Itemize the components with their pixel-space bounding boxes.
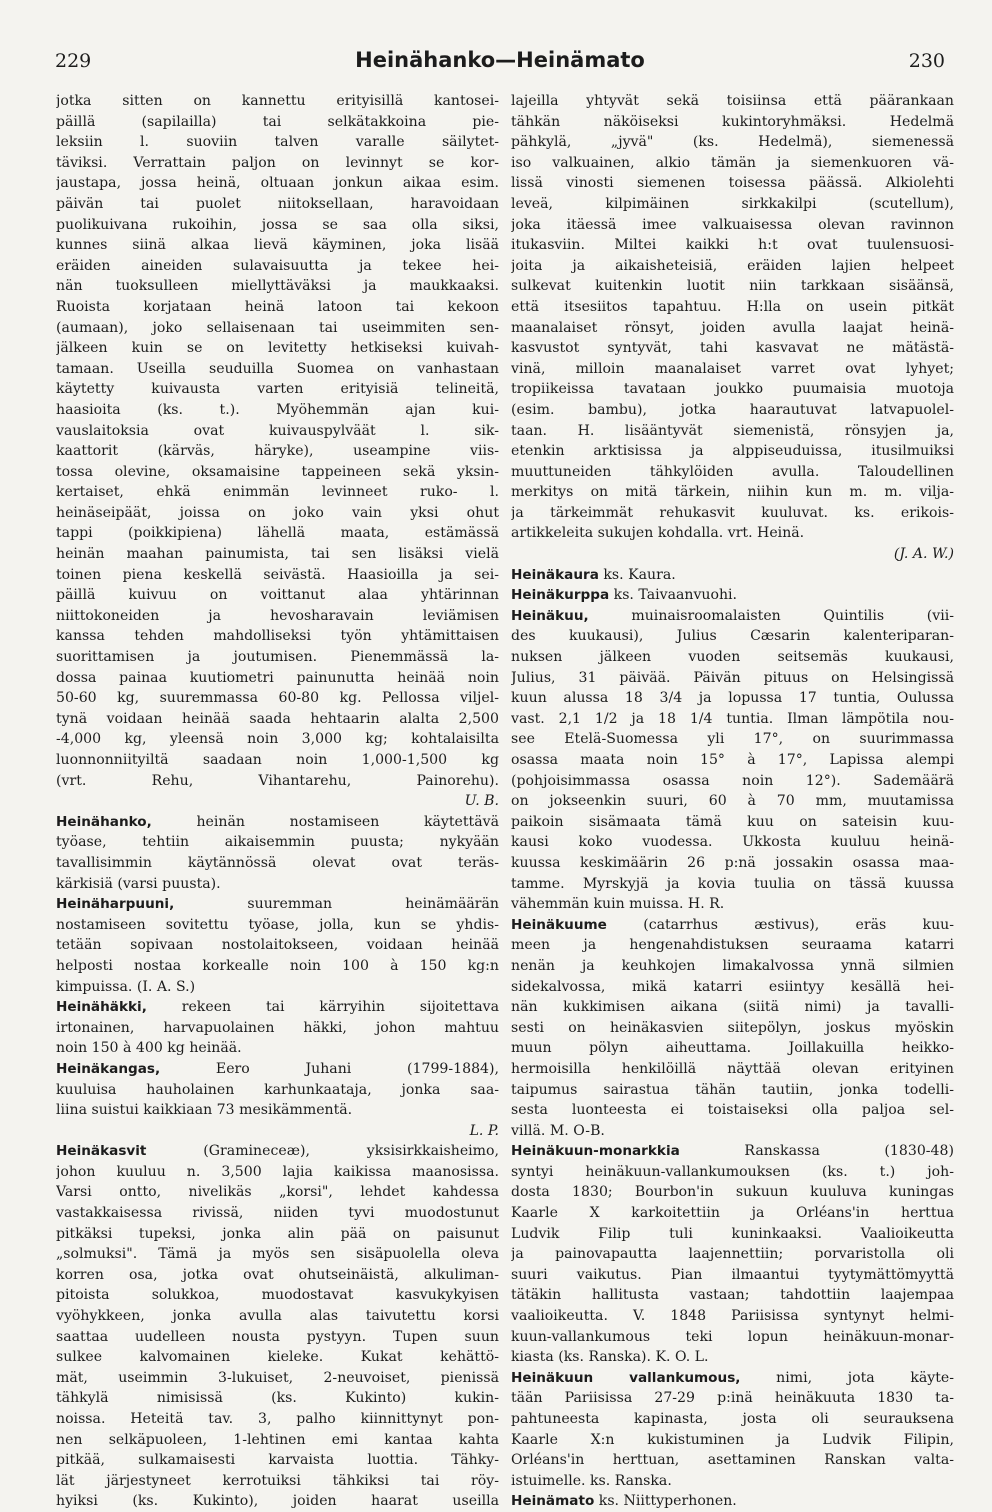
line-text: (vrt. Rehu, Vihantarehu, Painorehu). (56, 772, 499, 789)
text-line (56, 1388, 499, 1409)
text-line (511, 503, 954, 524)
text-line (56, 1038, 499, 1059)
line-text: Ranskassa (1830-48) (679, 1143, 954, 1160)
text-line (511, 1285, 954, 1306)
entry-headword: Heinäkuume (511, 916, 607, 933)
text-line (511, 812, 954, 833)
text-line (511, 297, 954, 318)
text-line (511, 1162, 954, 1183)
line-text: tossa olevine, oksamaisine tappeineen sekä yksin- (56, 463, 499, 480)
text-line (56, 853, 499, 874)
text-line (511, 791, 954, 812)
text-line (56, 1409, 499, 1430)
text-line (56, 194, 499, 215)
line-text: tätäkin hallitusta vastaan; tahdottiin laajempaa (511, 1287, 954, 1304)
line-text: villä. M. O-B. (511, 1122, 605, 1139)
line-text: (pohjoisimmassa osassa noin 12°). Sademäärä (511, 772, 954, 789)
line-text: kärkisiä (varsi puusta). (56, 875, 221, 892)
line-text: kuun alussa 18 3/4 ja lopussa 17 tuntia, Oulussa (511, 690, 954, 707)
line-text: heinän maahan painumista, tai sen lisäksi vielä (56, 546, 499, 563)
text-line (511, 318, 954, 339)
line-text: irtonainen, harvapuolainen häkki, johon mahtuu (56, 1019, 499, 1036)
text-line (511, 956, 954, 977)
text-line (56, 729, 499, 750)
text-line (511, 1018, 954, 1039)
line-text: vaalioikeutta. V. 1848 Pariisissa syntynyt helmi- (511, 1308, 954, 1325)
text-line (511, 112, 954, 133)
text-line (56, 606, 499, 627)
text-line (511, 874, 954, 895)
text-line (511, 688, 954, 709)
entry-headword: Heinähanko, (56, 813, 152, 830)
text-line (511, 523, 954, 544)
right-column (511, 91, 954, 1512)
text-line (56, 503, 499, 524)
text-line (511, 832, 954, 853)
line-text: Eero Juhani (1799-1884), (160, 1060, 499, 1077)
text-line (511, 771, 954, 792)
text-line (511, 1182, 954, 1203)
text-line (56, 153, 499, 174)
text-line (511, 1121, 954, 1142)
line-text: suuremman heinämäärän (174, 896, 499, 913)
line-text: vastakkaisessa rivissä, niiden tyvi muodostunut (56, 1205, 499, 1222)
text-line (511, 1347, 954, 1368)
text-line (511, 215, 954, 236)
line-text: meen ja hengenahdistuksen seuraama katarri (511, 937, 954, 954)
line-text: päivän tai puolet niitoksellaan, haravoidaan (56, 195, 499, 212)
line-text: Julius, 31 päivää. Päivän pituus on Helsingissä (511, 669, 954, 686)
line-text: tynä voidaan heinää saada hehtaarin alalta 2,500 (56, 710, 499, 727)
text-line (511, 1265, 954, 1286)
text-line (511, 935, 954, 956)
text-line (56, 1018, 499, 1039)
text-line (511, 1038, 954, 1059)
line-text: on jokseenkin suuri, 60 à 70 mm, muutamissa (511, 793, 954, 810)
line-text: artikkeleita sukujen kohdalla. vrt. Heinä. (511, 525, 805, 542)
line-text: maanalaiset rönsyt, joiden avulla laajat heinä- (511, 319, 954, 336)
line-text: istuimelle. ks. Ranska. (511, 1472, 672, 1489)
line-text: nän kukkimisen aikana (siitä nimi) ja tavalli- (511, 999, 954, 1016)
line-text: kaattorit (kärväs, häryke), useampine viis- (56, 443, 499, 460)
line-text: lät järjestyneet kerrotuiksi tähkiksi tai röy- (56, 1472, 499, 1489)
entry-headword: Heinäkuun-monarkkia (511, 1143, 680, 1160)
line-text: nuksen jälkeen vuoden seitsemäs kuukausi, (511, 649, 954, 666)
line-text: tamme. Myrskyjä ja kovia tuulia on tässä kuussa (511, 875, 954, 892)
text-line (56, 1285, 499, 1306)
line-text: Orléans'in herttuan, asettaminen Ranskan valta- (511, 1452, 954, 1469)
text-line (56, 915, 499, 936)
text-line (511, 1409, 954, 1430)
line-text: lissä vinosti siemenen toisessa päässä. Alkiolehti (511, 175, 954, 192)
text-line (56, 935, 499, 956)
line-text: päillä kuivuu on voittanut alaa yhtärinnan (56, 587, 499, 604)
line-text: lajeilla yhtyvät sekä toisiinsa että päärankaan (511, 93, 954, 109)
line-text: heinäseipäät, joissa on joko vain yksi ohut (56, 504, 499, 521)
line-text: työase, tehtiin aikaisemmin puusta; nykyään (56, 834, 499, 851)
text-line (56, 1471, 499, 1492)
line-text: noissa. Heteitä tav. 3, palho kiinnittynyt pon- (56, 1411, 499, 1427)
line-text: vast. 2,1 1/2 ja 18 1/4 tuntia. Ilman lämpötila nou- (511, 710, 954, 727)
line-text: itukasviin. Miltei kaikki h:t ovat tuulensuosi- (511, 237, 954, 254)
text-line (511, 153, 954, 174)
text-line (511, 1203, 954, 1224)
text-line (56, 874, 499, 895)
text-line (56, 956, 499, 977)
line-text: suuri vaikutus. Pian ilmaantui tyytymättömyyttä (511, 1266, 954, 1283)
text-line (511, 1471, 954, 1492)
text-line (56, 91, 499, 112)
entry-headword: Heinäkaura (511, 566, 599, 583)
line-text: (esim. bambu), jotka haarautuvat latvapuolel- (511, 401, 954, 418)
entry-headword: Heinäkuu, (511, 607, 589, 624)
text-line (56, 832, 499, 853)
text-line (511, 1306, 954, 1327)
line-text: „solmuksi". Tämä ja myös sen sisäpuolella oleva (56, 1246, 499, 1263)
text-line (511, 1059, 954, 1080)
text-line (56, 544, 499, 565)
text-line (511, 338, 954, 359)
line-text: joita ja aikaisheteisiä, eräiden lajien helpeet (511, 257, 954, 274)
line-text: kiasta (ks. Ranska). K. O. L. (511, 1349, 709, 1366)
line-text: täviksi. Verrattain paljon on levinnyt se kor- (56, 154, 499, 171)
text-line (511, 668, 954, 689)
line-text: Kaarle X:n kukistuminen ja Ludvik Filipin, (511, 1431, 954, 1448)
line-text: pitkäksi tupeksi, jonka alin pää on paisunut (56, 1225, 499, 1242)
line-text: saattaa uudelleen nousta pystyyn. Tupen suun (56, 1328, 499, 1345)
text-line (56, 276, 499, 297)
line-text: sidekalvossa, mikä katarri esiintyy kesällä hei- (511, 978, 954, 995)
text-line (56, 462, 499, 483)
line-text: nimi, jota käyte- (740, 1369, 954, 1386)
text-line (56, 977, 499, 998)
text-line (56, 215, 499, 236)
line-text: sesti on heinäkasvien siitepölyn, joskus myöskin (511, 1019, 954, 1036)
text-line (511, 462, 954, 483)
page-header (55, 50, 945, 80)
text-line (56, 379, 499, 400)
text-line (56, 626, 499, 647)
line-text: kasvustot syntyvät, tahi kasvavat ne mätästä- (511, 340, 954, 357)
line-text: hyiksi (ks. Kukinto), joiden haarat useilla (56, 1493, 499, 1510)
text-line (56, 441, 499, 462)
line-text: kimpuissa. (I. A. S.) (56, 978, 196, 995)
text-line (511, 379, 954, 400)
text-line (56, 256, 499, 277)
line-text: merkitys on mitä tärkein, niihin kun m. m. vilja- (511, 484, 954, 501)
text-line (56, 997, 499, 1018)
line-text: pahtuneesta kapinasta, josta oli seurauksena (511, 1411, 954, 1427)
line-text: käytetty kuivausta varten erityisiä telineitä, (56, 381, 499, 398)
text-line (511, 626, 954, 647)
line-text: jälkeen kuin se on levitetty hetkiseksi kuivah- (56, 340, 499, 357)
line-text: vyöhykkeen, jonka avulla alas taivutettu korsi (56, 1308, 499, 1325)
line-text: heinän nostamiseen käytettävä (151, 813, 499, 830)
line-text: paikoin sisämaata tämä kuu on sateisin kuu- (511, 813, 954, 830)
text-line (56, 894, 499, 915)
line-text: see Etelä-Suomessa yli 17°, on suurimmassa (511, 731, 954, 748)
line-text: tähkylä nimisissä (ks. Kukinto) kukin- (56, 1390, 499, 1407)
text-line (511, 256, 954, 277)
line-text: (catarrhus æstivus), eräs kuu- (606, 916, 954, 933)
line-text: eräiden aineiden sulavaisuutta ja tekee hei- (56, 257, 499, 274)
text-line (511, 606, 954, 627)
text-line (511, 1141, 954, 1162)
line-text: mät, useimmin 3-lukuiset, 2-neuvoiset, pienissä (56, 1369, 499, 1386)
line-text: syntyi heinäkuun-vallankumouksen (ks. t.) joh- (511, 1163, 954, 1180)
line-text: leveä, kilpimäinen sirkkakilpi (scutellum), (511, 195, 954, 212)
text-line (511, 729, 954, 750)
text-line (511, 1491, 954, 1512)
text-line (56, 565, 499, 586)
text-line (511, 173, 954, 194)
text-line (56, 1080, 499, 1101)
line-text: ja tärkeimmät rehukasvit kuuluvat. ks. erikois- (511, 504, 954, 521)
text-line (511, 894, 954, 915)
text-line (511, 1368, 954, 1389)
text-line (56, 647, 499, 668)
line-text: korren osa, jotka ovat ohutseinäistä, alkuliman- (56, 1266, 499, 1283)
line-text: pitoista solukkoa, muodostavat kasvukykyisen (56, 1287, 499, 1304)
line-text: ja painovapautta laajennettiin; porvaristolla oli (511, 1246, 954, 1263)
entry-headword: Heinäkangas, (56, 1060, 161, 1077)
text-line (56, 1100, 499, 1121)
line-text: muuttuneiden tähkylöiden avulla. Taloudellinen (511, 463, 954, 480)
line-text: (Gramineceæ), yksisirkkaisheimo, (146, 1143, 499, 1160)
text-line (56, 812, 499, 833)
text-line (511, 482, 954, 503)
text-line (56, 1224, 499, 1245)
line-text: tappi (poikkipiena) lähellä maata, estämässä (56, 525, 499, 542)
line-text: puolikuivana rukoihin, jossa se saa olla siksi, (56, 216, 499, 233)
text-line (56, 1182, 499, 1203)
line-text: etenkin arktisissa ja alppiseuduissa, itusilmuiksi (511, 443, 954, 460)
page-number-right: 230 (908, 50, 945, 72)
text-line (56, 1430, 499, 1451)
line-text: nän tuoksulleen miellyttäväksi ja maukkaaksi. (56, 278, 499, 295)
line-text: osassa maata noin 15° à 17°, Lapissa alempi (511, 752, 954, 768)
text-line (56, 1491, 499, 1512)
text-line (511, 359, 954, 380)
text-line (511, 750, 954, 771)
text-line (511, 1100, 954, 1121)
line-text: kausi koko vuodessa. Ukkosta kuuluu heinä- (511, 834, 954, 851)
text-line (511, 915, 954, 936)
text-line (56, 112, 499, 133)
line-text: jotka sitten on kannettu erityisillä kantosei- (56, 93, 499, 109)
line-text: sulkevat kuitenkin luotit niin tarkkaan sisäänsä, (511, 278, 954, 295)
text-line (56, 585, 499, 606)
text-line (56, 1450, 499, 1471)
text-line (56, 297, 499, 318)
line-text: suorittamisen ja joutumisen. Pienemmässä la- (56, 649, 499, 666)
line-text: ks. Niittyperhonen. (594, 1493, 737, 1510)
text-line (56, 1121, 499, 1142)
text-line (56, 338, 499, 359)
line-text: tamaan. Useilla seuduilla Suomea on vanhastaan (56, 360, 499, 377)
text-line (56, 235, 499, 256)
line-text: haasioita (ks. t.). Myöhemmän ajan kui- (56, 401, 499, 418)
line-text: kertaiset, ehkä enimmän levinneet ruko- l. (56, 484, 499, 501)
line-text: ks. Kaura. (598, 566, 676, 583)
line-text: Ludvik Filip tuli kuninkaaksi. Vaalioikeutta (511, 1225, 954, 1242)
line-text: nenän ja keuhkojen limakalvossa ynnä silmien (511, 957, 954, 974)
line-text: pähkylä, „jyvä" (ks. Hedelmä), siemenessä (511, 134, 954, 151)
text-line (56, 173, 499, 194)
line-text: kuuluisa hauholainen karhunkaataja, jonka saa- (56, 1081, 499, 1098)
line-text: dosta 1830; Bourbon'in sukuun kuuluva kuningas (511, 1184, 954, 1201)
line-text: leksiin l. suoviin talven varalle säilytet- (56, 134, 499, 151)
text-line (511, 544, 954, 565)
text-line (511, 1430, 954, 1451)
text-line (511, 400, 954, 421)
line-text: Varsi ontto, nivelikäs „korsi", lehdet kahdessa (56, 1184, 499, 1201)
text-line (511, 1224, 954, 1245)
text-line (56, 771, 499, 792)
line-text: sesta luonteesta ei toistaiseksi olla paljoa sel- (511, 1102, 954, 1119)
entry-headword: Heinämato (511, 1493, 595, 1510)
entry-headword: Heinäharpuuni, (56, 896, 175, 913)
text-line (511, 853, 954, 874)
text-line (511, 441, 954, 462)
text-line (511, 421, 954, 442)
line-text: tetään sopivaan nostolaitokseen, voidaan heinää (56, 937, 499, 954)
line-text: sulkee kalvomainen kieleke. Kukat kehättö- (56, 1349, 499, 1366)
text-line (511, 1080, 954, 1101)
line-text: taipumus sairastua tähän tautiin, jonka todelli- (511, 1081, 954, 1098)
text-line (56, 709, 499, 730)
line-text: niittokoneiden ja hevosharavain leviämisen (56, 607, 499, 624)
text-line (56, 1203, 499, 1224)
text-line (56, 1059, 499, 1080)
entry-headword: Heinähäkki, (56, 999, 147, 1016)
author-signature: (J. A. W.) (893, 546, 954, 563)
text-line (511, 977, 954, 998)
text-line (56, 1368, 499, 1389)
line-text: des kuukausi), Julius Cæsarin kalenteriparan- (511, 628, 954, 645)
text-line (56, 1141, 499, 1162)
text-line (56, 1162, 499, 1183)
text-line (511, 565, 954, 586)
line-text: hermoisilla henkilöillä näyttää olevan erityinen (511, 1060, 954, 1077)
line-text: helposti nostaa korkealle noin 100 à 150 kg:n (56, 957, 499, 974)
line-text: noin 150 à 400 kg heinää. (56, 1040, 242, 1057)
text-line (511, 1244, 954, 1265)
line-text: jaustapa, jossa heinä, oltuaan jonkun aikaa esim. (56, 175, 499, 192)
line-text: vinä, milloin maanalaiset varret ovat lyhyet; (511, 360, 954, 377)
text-line (511, 1450, 954, 1471)
line-text: tropiikeissa tavataan joukko puumaisia muotoja (511, 381, 954, 398)
left-column (56, 91, 499, 1512)
line-text: (aumaan), joko sellaisenaan tai useimmiten sen- (56, 319, 499, 336)
line-text: kuussa keskimäärin 26 p:nä jossakin osassa maa- (511, 854, 954, 871)
text-line (511, 91, 954, 112)
text-line (56, 668, 499, 689)
text-line (56, 750, 499, 771)
text-line (511, 585, 954, 606)
line-text: kuun-vallankumous teki lopun heinäkuun-monar- (511, 1328, 954, 1345)
text-line (511, 235, 954, 256)
page-title: Heinähanko—Heinämato (355, 48, 645, 72)
line-text: kunnes siinä alkaa lievä käyminen, joka lisää (56, 237, 499, 254)
line-text: ks. Taivaanvuohi. (609, 587, 738, 604)
text-line (511, 997, 954, 1018)
line-text: muun pölyn aiheuttama. Joillakuilla heikko- (511, 1040, 954, 1057)
line-text: johon kuuluu n. 3,500 lajia kaikissa maanosissa. (56, 1163, 499, 1180)
line-text: taan. H. lisääntyvät siemenistä, rönsyjen ja, (511, 422, 954, 439)
line-text: luonnonniityiltä saadaan noin 1,000-1,500 kg (56, 752, 499, 768)
text-line (56, 523, 499, 544)
line-text: joka itäessä imee valkuaisessa olevan ravinnon (511, 216, 954, 233)
text-line (56, 1306, 499, 1327)
line-text: tavallisimmin käytännössä olevat ovat teräs- (56, 854, 499, 871)
line-text: Kaarle X karkoitettiin ja Orléans'in herttua (511, 1205, 954, 1222)
text-line (56, 791, 499, 812)
line-text: tähkän näköiseksi kukintoryhmäksi. Hedelmä (511, 113, 954, 130)
text-line (511, 1388, 954, 1409)
line-text: toinen piena keskellä seivästä. Haasioilla ja sei- (56, 566, 499, 583)
text-line (511, 709, 954, 730)
line-text: pitkää, sulkamaisesti karvaista luottia. Tähky- (56, 1452, 499, 1469)
text-line (56, 482, 499, 503)
text-line (56, 688, 499, 709)
text-line (56, 1244, 499, 1265)
text-line (56, 359, 499, 380)
line-text: rekeen tai kärryihin sijoitettava (146, 999, 499, 1016)
line-text: nostamiseen sovitettu työase, jolla, kun se yhdis- (56, 916, 499, 933)
line-text: vauslaitoksia ovat kuivauspylväät l. sik- (56, 422, 499, 439)
line-text: että itsesiitos tapahtuu. H:lla on usein pitkät (511, 298, 954, 315)
text-line (511, 647, 954, 668)
line-text: liina suistui kaikkiaan 73 mesikämmentä. (56, 1102, 353, 1119)
line-text: tään Pariisissa 27-29 p:inä heinäkuuta 1830 ta- (511, 1390, 954, 1407)
author-signature: U. B. (464, 793, 499, 810)
text-line (511, 132, 954, 153)
line-text: 50-60 kg, suuremmassa 60-80 kg. Pellossa viljel- (56, 690, 499, 707)
line-text: nen selkäpuoleen, 1-lehtinen emi kantaa kahta (56, 1431, 499, 1448)
page-number-left: 229 (55, 50, 92, 72)
entry-headword: Heinäkurppa (511, 587, 610, 604)
text-line (511, 1327, 954, 1348)
line-text: Ruoista korjataan heinä latoon tai kekoon (56, 298, 499, 315)
text-line (56, 421, 499, 442)
author-signature: L. P. (469, 1122, 499, 1139)
text-line (56, 1347, 499, 1368)
line-text: -4,000 kg, yleensä noin 3,000 kg; kohtalaisilta (56, 731, 499, 748)
text-line (56, 1265, 499, 1286)
text-line (56, 318, 499, 339)
line-text: kanssa tehden mahdolliseksi työn yhtämittaisen (56, 628, 499, 645)
entry-headword: Heinäkasvit (56, 1143, 147, 1160)
text-line (56, 132, 499, 153)
line-text: päillä (sapilailla) tai selkätakkoina pie- (56, 113, 499, 130)
line-text: vähemmän kuin muissa. H. R. (511, 896, 725, 913)
text-line (511, 276, 954, 297)
line-text: iso valkuainen, alkio tämän ja siemenkuoren vä- (511, 154, 954, 171)
line-text: muinaisroomalaisten Quintilis (vii- (588, 607, 954, 624)
text-line (56, 400, 499, 421)
text-line (511, 194, 954, 215)
text-line (56, 1327, 499, 1348)
entry-headword: Heinäkuun vallankumous, (511, 1369, 741, 1386)
line-text: dossa painaa kuutiometri painunutta heinää noin (56, 669, 499, 686)
